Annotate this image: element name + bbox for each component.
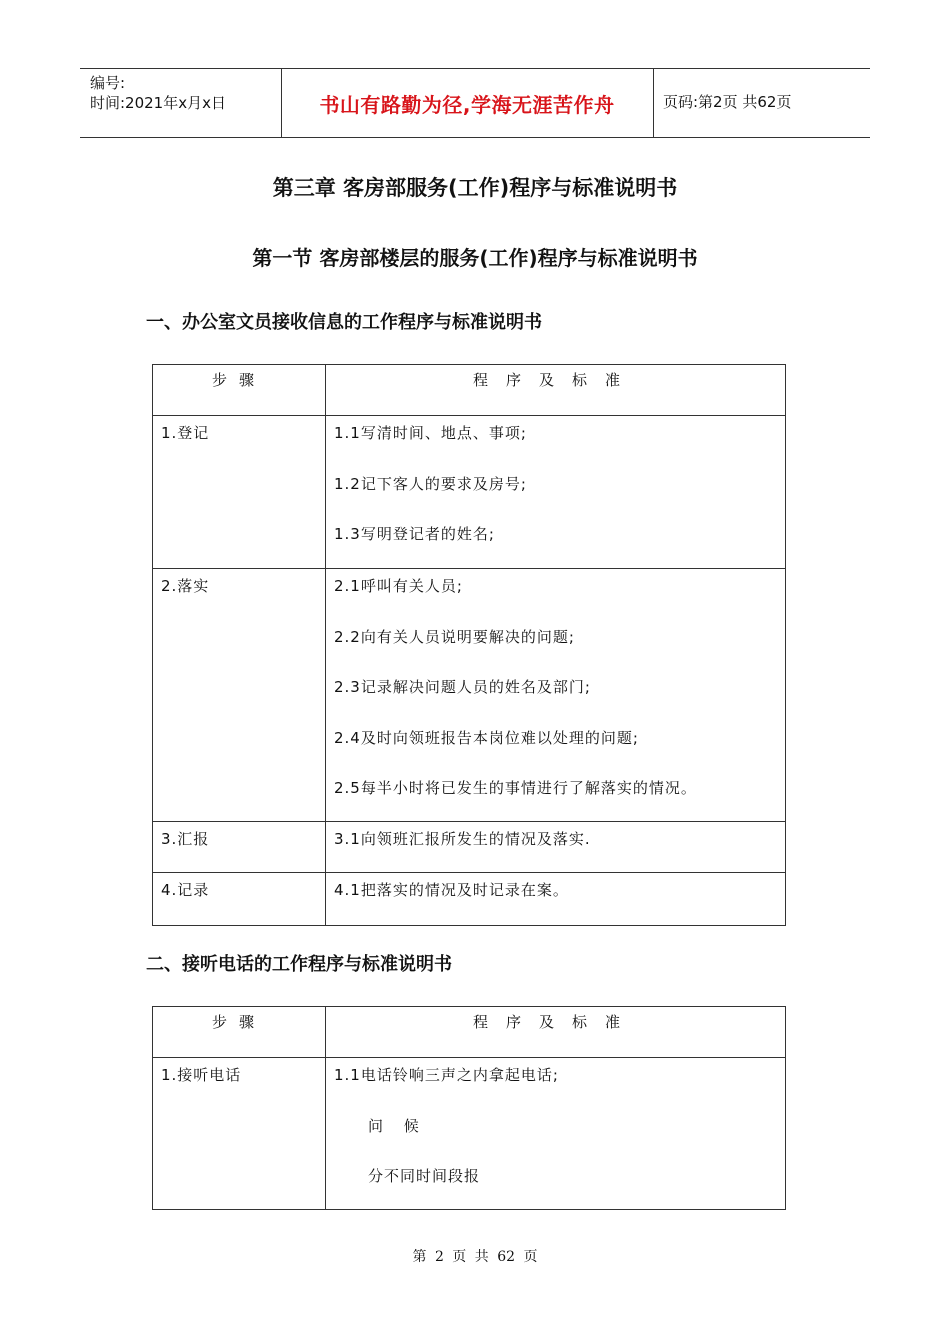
step-cell: 2.落实 bbox=[161, 577, 210, 595]
standard-item: 2.1呼叫有关人员; bbox=[334, 577, 463, 595]
page-footer: 第 2 页 共 62 页 bbox=[412, 1249, 538, 1265]
standard-item: 1.3写明登记者的姓名; bbox=[334, 525, 495, 543]
standard-cell bbox=[334, 1064, 781, 1216]
standard-item: 问 候 bbox=[368, 1116, 420, 1135]
table-row bbox=[153, 568, 785, 821]
standard-item: 2.4及时向领班报告本岗位难以处理的问题; bbox=[334, 728, 639, 747]
table-header-row bbox=[153, 1007, 785, 1057]
standard-item: 2.2向有关人员说明要解决的问题; bbox=[334, 627, 575, 646]
part2-table bbox=[152, 1006, 786, 1210]
header-meta bbox=[90, 73, 226, 113]
standard-cell bbox=[334, 422, 781, 574]
step-cell: 1.接听电话 bbox=[161, 1066, 242, 1084]
column-header-step: 步骤 bbox=[211, 1013, 266, 1031]
header-page-info: 页码:第2页 共62页 bbox=[663, 93, 792, 111]
standard-item: 1.1写清时间、地点、事项; bbox=[334, 424, 527, 442]
standard-item: 1.1电话铃响三声之内拿起电话; bbox=[334, 1066, 559, 1084]
column-header-step: 步骤 bbox=[211, 371, 266, 389]
standard-item: 2.5每半小时将已发生的事情进行了解落实的情况。 bbox=[334, 779, 697, 797]
step-cell: 3.汇报 bbox=[161, 830, 210, 848]
table-row bbox=[153, 1057, 785, 1209]
standard-cell bbox=[334, 575, 781, 828]
section-title: 第一节 客房部楼层的服务(工作)程序与标准说明书 bbox=[252, 246, 698, 270]
table-header-row bbox=[153, 365, 785, 415]
chapter-title: 第三章 客房部服务(工作)程序与标准说明书 bbox=[272, 176, 678, 200]
table-row bbox=[153, 415, 785, 568]
part2-heading: 二、接听电话的工作程序与标准说明书 bbox=[146, 954, 452, 975]
part1-heading: 一、办公室文员接收信息的工作程序与标准说明书 bbox=[146, 312, 542, 333]
standard-item: 2.3记录解决问题人员的姓名及部门; bbox=[334, 678, 591, 696]
standard-item: 4.1把落实的情况及时记录在案。 bbox=[334, 881, 569, 899]
document-date-label: 时间:2021年x月x日 bbox=[90, 94, 226, 112]
step-cell: 4.记录 bbox=[161, 881, 210, 899]
column-header-standard: 程序及标准 bbox=[472, 1013, 638, 1031]
step-cell: 1.登记 bbox=[161, 424, 210, 442]
standard-item: 1.2记下客人的要求及房号; bbox=[334, 474, 527, 493]
table-row bbox=[153, 872, 785, 925]
standard-item: 3.1向领班汇报所发生的情况及落实. bbox=[334, 830, 591, 848]
standard-cell bbox=[334, 828, 781, 879]
standard-item: 分不同时间段报 bbox=[368, 1167, 481, 1185]
column-header-standard: 程序及标准 bbox=[472, 371, 638, 389]
part1-table bbox=[152, 364, 786, 926]
header-motto: 书山有路勤为径,学海无涯苦作舟 bbox=[319, 93, 615, 117]
document-number-label: 编号: bbox=[90, 74, 126, 92]
header-divider bbox=[653, 69, 654, 137]
standard-cell bbox=[334, 879, 781, 930]
table-row bbox=[153, 821, 785, 872]
page-header bbox=[80, 68, 870, 138]
